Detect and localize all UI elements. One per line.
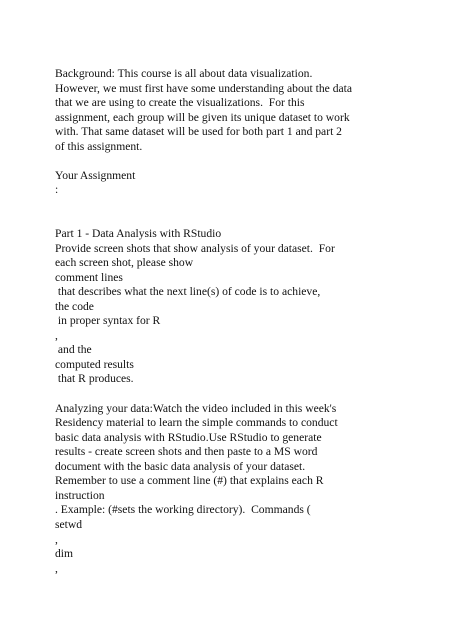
text-line: : (55, 183, 59, 197)
text-line: instruction (55, 488, 105, 502)
text-line: document with the basic data analysis of your dataset. (55, 459, 306, 473)
text-line: results - create screen shots and then paste to a MS word (55, 445, 318, 459)
text-line: with. That same dataset will be used for both part 1 and part 2 (55, 125, 342, 139)
document-body (55, 67, 445, 576)
text-line: Provide screen shots that show analysis of your dataset. For (55, 241, 335, 255)
blank-line (55, 198, 445, 213)
text-line: and the (55, 343, 92, 357)
text-line: Residency material to learn the simple commands to conduct (55, 416, 338, 430)
text-line: of this assignment. (55, 139, 143, 153)
text-line: Analyzing your data:Watch the video included in this week's (55, 401, 337, 415)
text-line: However, we must first have some understanding about the data (55, 81, 353, 95)
text-line: computed results (55, 357, 134, 371)
text-line: , (55, 328, 58, 342)
blank-line (55, 387, 445, 402)
text-line: comment lines (55, 270, 123, 284)
text-line: . Example: (#sets the working directory). Commands ( (55, 503, 311, 517)
text-line: Remember to use a comment line (#) that explains each R (55, 474, 324, 488)
text-line: dim (55, 547, 74, 561)
text-line: that describes what the next line(s) of code is to achieve, (55, 285, 321, 299)
blank-line (55, 212, 445, 227)
text-line: , (55, 561, 58, 575)
section-heading: Part 1 - Data Analysis with RStudio (55, 227, 222, 241)
text-line: setwd (55, 517, 83, 531)
text-line: the code (55, 299, 94, 313)
section-heading: Your Assignment (55, 168, 136, 182)
text-line: that R produces. (55, 372, 134, 386)
text-line: in proper syntax for R (55, 314, 161, 328)
text-line: each screen shot, please show (55, 256, 194, 270)
text-line: that we are using to create the visualizations. For this (55, 96, 305, 110)
blank-line (55, 154, 445, 169)
text-line: basic data analysis with RStudio.Use RStudio to generate (55, 430, 322, 444)
text-line: Background: This course is all about data visualization. (55, 67, 313, 80)
text-line: assignment, each group will be given its unique dataset to work (55, 110, 350, 124)
text-line: , (55, 532, 58, 546)
